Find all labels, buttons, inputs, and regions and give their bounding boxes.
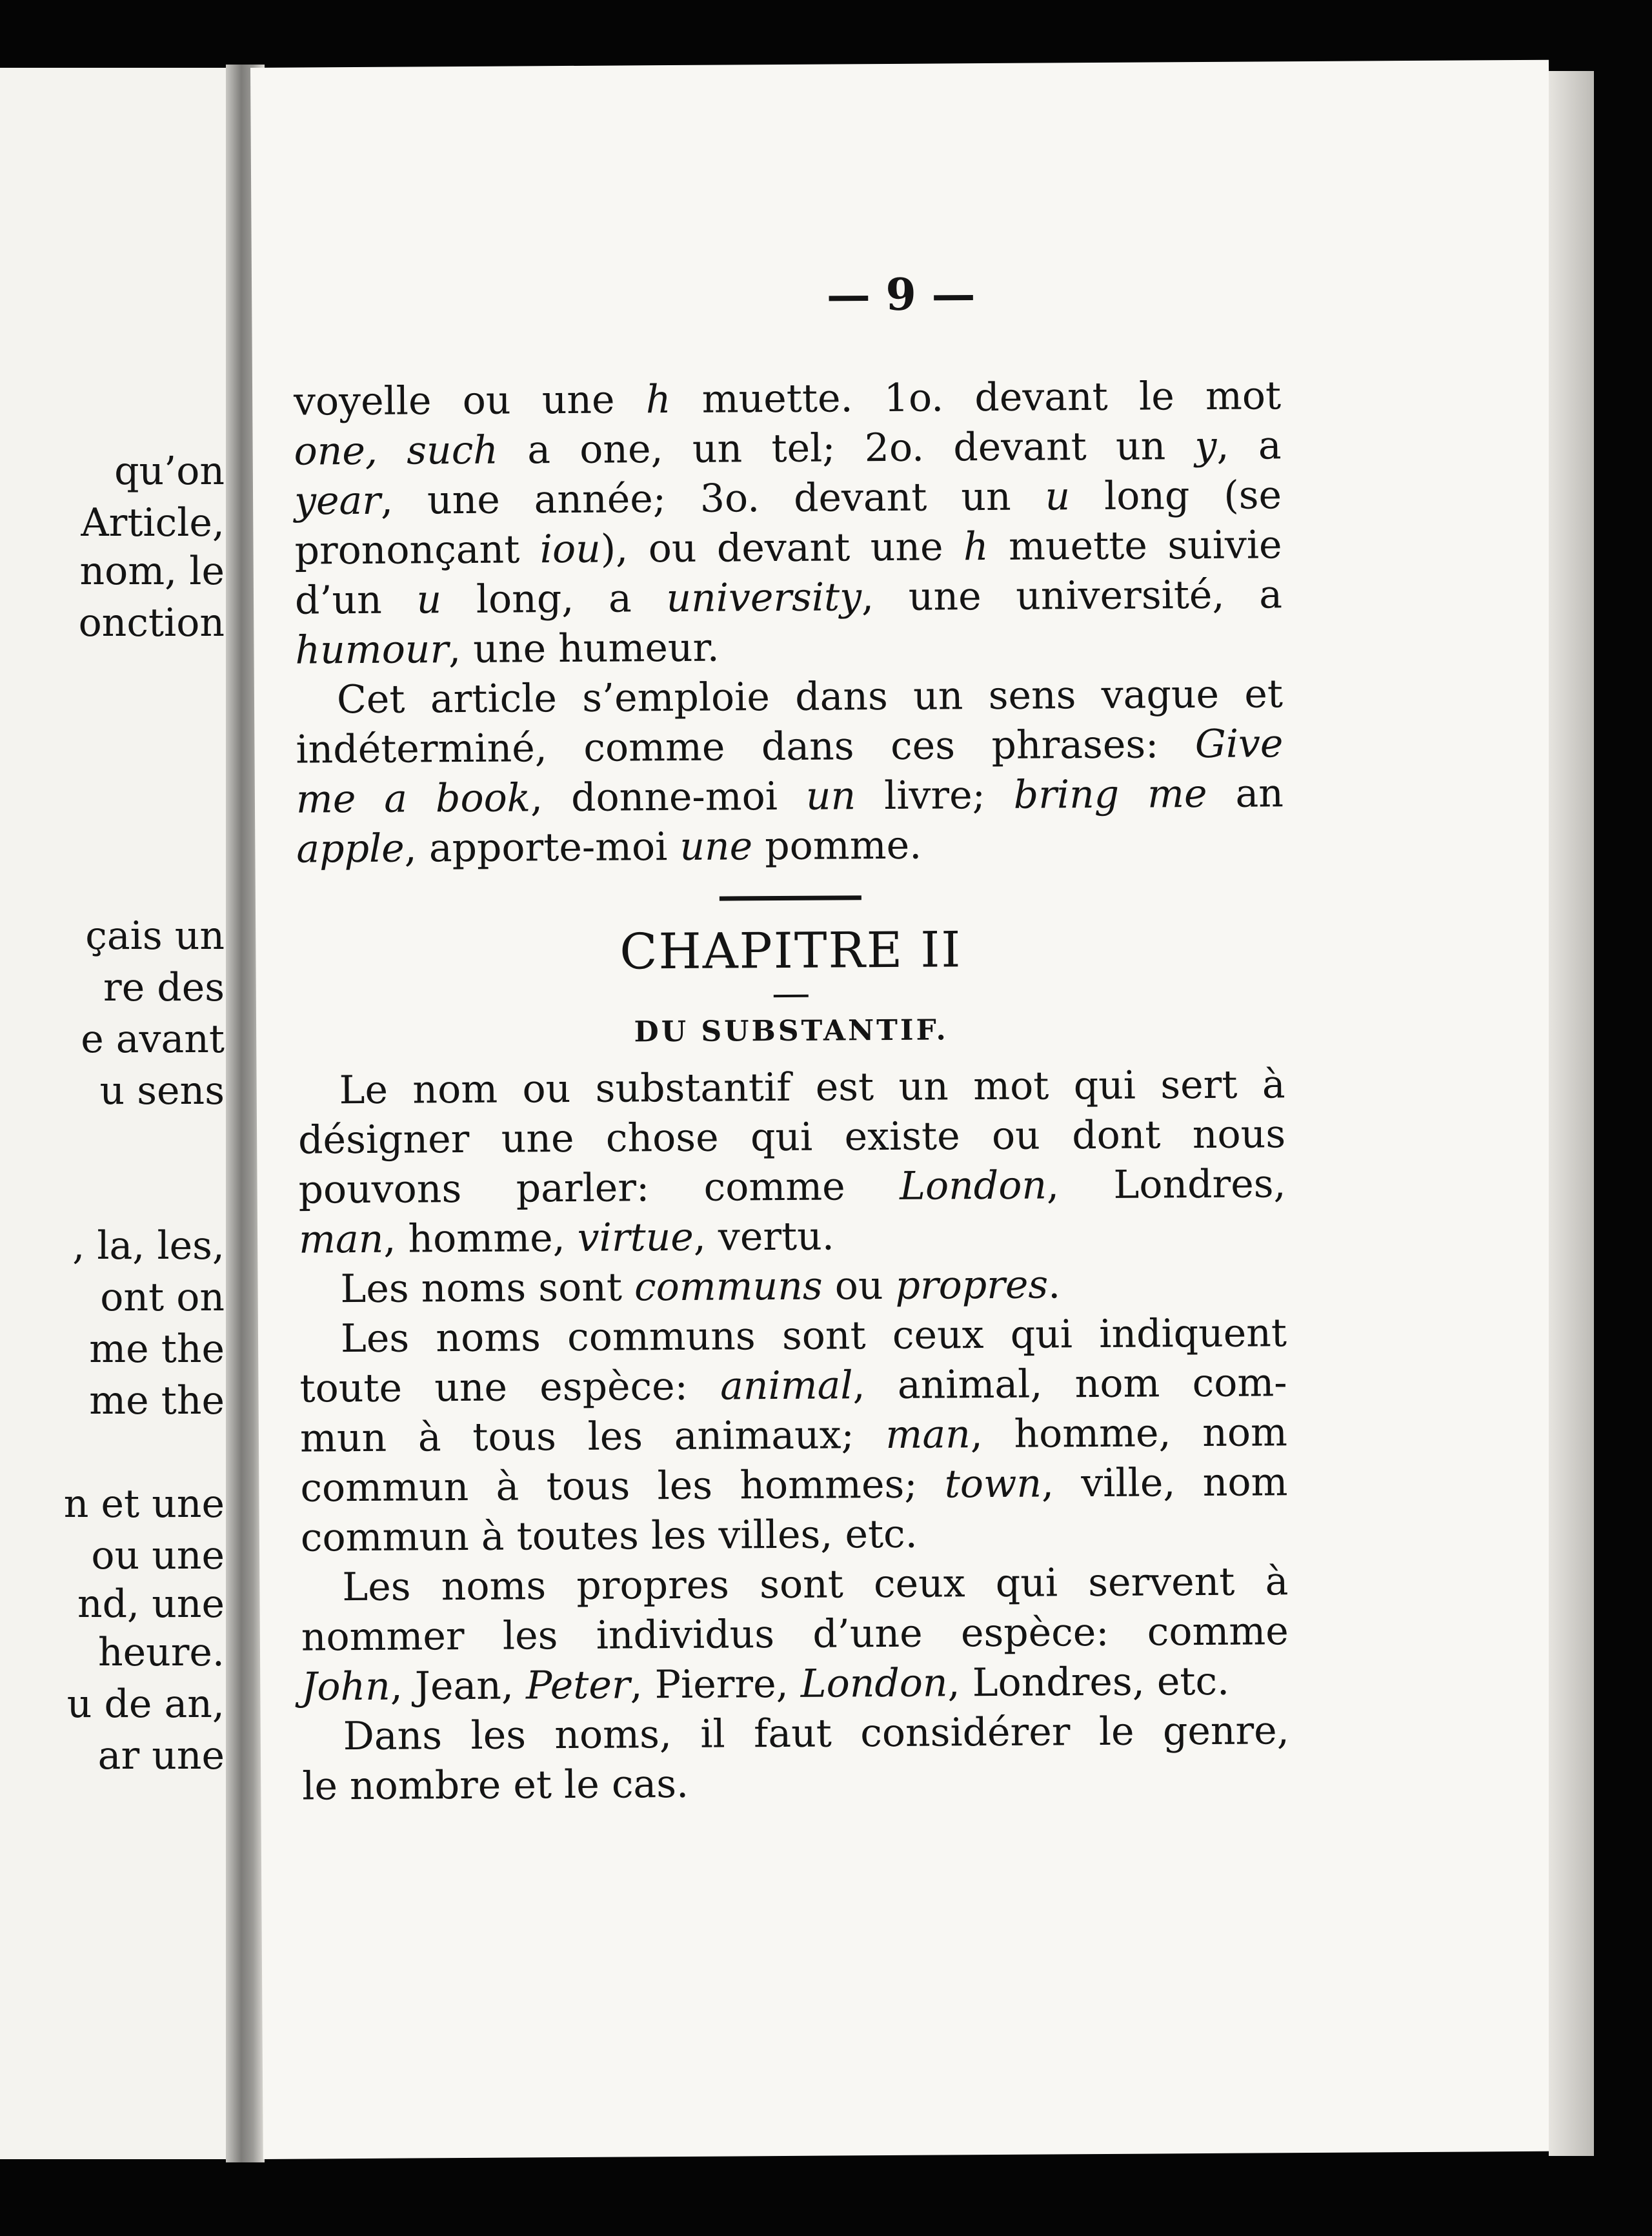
facing-page-line: , la, les,: [72, 1223, 225, 1268]
text-line: [301, 1557, 1288, 1612]
text-line: [299, 1358, 1287, 1414]
text-run: , une université, a: [861, 572, 1283, 620]
italic-term: h: [645, 377, 671, 423]
text-run: voyelle ou une: [293, 377, 647, 425]
text-run: , Pierre,: [630, 1661, 801, 1708]
text-line: [294, 371, 1281, 427]
facing-page-line: qu’on: [114, 449, 225, 494]
text-line: [300, 1408, 1287, 1463]
facing-page-line: ont on: [100, 1275, 225, 1320]
text-run: ), ou devant une: [600, 524, 964, 572]
paragraph-article-usage: [294, 371, 1283, 675]
text-run: , ville, nom: [1041, 1459, 1288, 1507]
text-line: [296, 669, 1283, 725]
page-number: — 9 —: [826, 269, 976, 321]
facing-page-line: me the: [89, 1378, 225, 1423]
italic-term: virtue: [577, 1214, 694, 1261]
italic-term: London: [899, 1163, 1047, 1209]
text-line: [301, 1656, 1289, 1712]
text-line: [296, 818, 1284, 874]
text-run: nommer les individus d’une espèce: comme: [301, 1609, 1289, 1660]
text-line: [299, 1308, 1287, 1364]
page-edge: [1549, 71, 1594, 2156]
italic-term: John: [301, 1663, 391, 1710]
italic-term: y: [1194, 423, 1217, 469]
paragraph-noun-definition: [297, 1060, 1286, 1265]
italic-term: man: [298, 1216, 384, 1263]
section-rule: [720, 895, 861, 900]
italic-term: year: [294, 478, 381, 524]
italic-term: h: [963, 524, 989, 570]
text-run: an: [1207, 771, 1284, 817]
text-run: pomme.: [752, 822, 922, 869]
text-run: toute une espèce:: [299, 1363, 721, 1412]
italic-term: one, such: [294, 427, 499, 474]
text-run: prononçant: [294, 527, 540, 574]
text-run: Le nom ou substantif est un mot qui sert à: [339, 1062, 1285, 1113]
facing-page-line: ou une: [91, 1533, 225, 1578]
text-line: [296, 769, 1284, 824]
text-line: [301, 1607, 1289, 1662]
italic-term: u: [416, 577, 442, 623]
text-line: [300, 1458, 1287, 1513]
text-run: , une humeur.: [448, 625, 720, 673]
text-run: désigner une chose qui existe ou dont nous: [297, 1112, 1286, 1163]
italic-term: Peter: [525, 1662, 630, 1709]
text-run: Dans les noms, il faut considérer le genre,: [343, 1708, 1289, 1760]
italic-term: Give: [1194, 721, 1284, 767]
text-line: [298, 1159, 1285, 1215]
facing-page-line: heure.: [97, 1630, 225, 1675]
text-run: , une année; 3o. devant un: [380, 474, 1045, 523]
text-run: Les noms communs sont ceux qui indiquent: [340, 1310, 1287, 1362]
facing-page-line: Article,: [81, 500, 225, 545]
text-run: pouvons parler: comme: [298, 1163, 900, 1213]
chapter-title: CHAPITRE II: [620, 920, 962, 981]
italic-term: u: [1045, 474, 1071, 520]
text-run: , vertu.: [693, 1214, 835, 1260]
text-run: .: [1047, 1262, 1061, 1308]
italic-term: une: [680, 824, 753, 869]
paragraph-article-meaning: [296, 669, 1284, 874]
text-run: , Londres,: [1046, 1161, 1286, 1208]
text-run: muette suivie: [988, 522, 1282, 570]
facing-page-line: çais un: [85, 913, 225, 959]
italic-term: animal: [720, 1363, 853, 1409]
text-run: , donne-moi: [530, 773, 807, 821]
facing-page-line: u sens: [99, 1068, 225, 1113]
paragraph-noun-properties: [302, 1706, 1290, 1811]
text-run: livre;: [855, 772, 1014, 819]
section-title: DU SUBSTANTIF.: [634, 1013, 949, 1049]
italic-term: un: [805, 773, 856, 819]
page-text: [294, 371, 1290, 1811]
italic-term: bring me: [1013, 771, 1207, 818]
text-line: [302, 1706, 1289, 1762]
text-line: [296, 719, 1283, 775]
italic-term: apple: [296, 826, 405, 872]
text-run: , Londres, etc.: [947, 1658, 1230, 1706]
text-run: muette. 1o. devant le mot: [670, 373, 1282, 423]
text-line: [299, 1259, 1286, 1314]
facing-page-line: nom, le: [79, 549, 225, 594]
italic-term: town: [944, 1461, 1042, 1507]
facing-page-line: re des: [103, 965, 225, 1010]
text-line: [295, 570, 1282, 625]
text-run: le nombre et le cas.: [302, 1761, 689, 1809]
facing-page-line: u de an,: [66, 1682, 225, 1727]
facing-page-line: me the: [89, 1326, 225, 1372]
text-run: commun à tous les hommes;: [300, 1461, 945, 1511]
italic-term: humour: [295, 627, 449, 673]
paragraph-noun-kinds: [299, 1259, 1286, 1314]
paragraph-proper-nouns: [301, 1557, 1289, 1712]
text-line: [294, 421, 1281, 476]
text-line: [297, 1060, 1285, 1115]
facing-page-line: n et une: [63, 1481, 225, 1527]
facing-page: [0, 68, 232, 2159]
italic-term: London: [800, 1660, 948, 1707]
book-page: [250, 60, 1562, 2159]
italic-term: university: [666, 574, 862, 622]
text-line: [294, 520, 1282, 576]
text-run: mun à tous les animaux;: [299, 1412, 886, 1461]
facing-page-line: ar une: [97, 1733, 225, 1778]
text-run: commun à toutes les villes, etc.: [300, 1511, 918, 1561]
text-run: indéterminé, comme dans ces phrases:: [296, 722, 1196, 773]
text-run: Les noms sont: [340, 1265, 635, 1312]
italic-term: propres: [895, 1262, 1049, 1308]
text-line: [294, 471, 1282, 526]
text-run: , animal, nom com-: [852, 1360, 1287, 1408]
text-run: d’un: [294, 577, 417, 624]
text-run: , a: [1216, 423, 1282, 469]
text-run: long (se: [1069, 473, 1282, 520]
text-run: ou: [822, 1263, 896, 1309]
text-run: a one, un tel; 2o. devant un: [498, 423, 1195, 473]
facing-page-line: nd, une: [77, 1581, 225, 1627]
italic-term: me a book: [296, 775, 531, 822]
text-run: long, a: [441, 576, 667, 623]
text-line: [302, 1756, 1289, 1811]
italic-term: iou: [539, 526, 601, 573]
italic-term: communs: [634, 1263, 823, 1310]
italic-term: man: [885, 1412, 971, 1458]
paragraph-common-nouns: [299, 1308, 1288, 1563]
text-line: [298, 1110, 1285, 1165]
text-line: [299, 1209, 1286, 1265]
text-line: [295, 620, 1282, 675]
text-run: , homme,: [383, 1215, 578, 1262]
facing-page-line: onction: [78, 600, 225, 645]
text-run: Cet article s’emploie dans un sens vague et: [336, 671, 1284, 723]
text-run: Les noms propres sont ceux qui servent à: [342, 1559, 1289, 1611]
title-dash: [774, 995, 809, 997]
text-run: , Jean,: [390, 1663, 527, 1709]
text-run: , apporte-moi: [404, 824, 680, 871]
text-run: , homme, nom: [970, 1410, 1288, 1458]
text-line: [301, 1507, 1288, 1563]
facing-page-line: e avant: [81, 1017, 225, 1062]
